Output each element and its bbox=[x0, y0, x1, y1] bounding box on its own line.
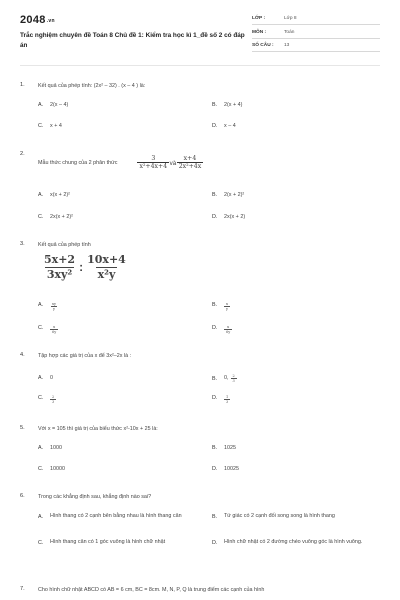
fraction-numerator: x bbox=[227, 325, 230, 329]
option-text: Tứ giác có 2 cạnh đối song song là hình thang bbox=[224, 513, 335, 519]
fraction-1 bbox=[42, 254, 77, 281]
fraction-denominator: 2x²+4x bbox=[178, 163, 202, 171]
option-c[interactable] bbox=[38, 466, 65, 474]
option-a[interactable] bbox=[38, 445, 62, 453]
option-d[interactable] bbox=[212, 325, 232, 334]
option-text: 2(x + 2)² bbox=[224, 192, 245, 198]
meta-row-class bbox=[252, 14, 380, 25]
question-3 bbox=[20, 241, 380, 341]
option-letter: D. bbox=[212, 325, 218, 331]
document-title: Trắc nghiệm chuyên đề Toán 8 Chủ đề 1: Kiểm tra học kì 1_đề số 2 có đáp án bbox=[20, 32, 245, 49]
question-text: Cho hình chữ nhật ABCD có AB = 6 cm, BC = 8cm. M, N, P, Q là trung điểm các cạnh của hình bbox=[38, 587, 265, 593]
expression bbox=[42, 254, 128, 281]
option-text: x(x + 2)² bbox=[50, 192, 70, 198]
meta-label: SỐ CÂU : bbox=[252, 43, 274, 48]
option-a[interactable] bbox=[38, 302, 58, 311]
fraction-denominator: 6y bbox=[52, 330, 57, 335]
option-b[interactable] bbox=[212, 374, 237, 383]
brand-logo[interactable] bbox=[20, 14, 55, 26]
fraction-2 bbox=[177, 155, 204, 171]
fraction-denominator: x²y bbox=[97, 267, 116, 281]
question-text: Với x = 105 thì giá trị của biểu thức x²-10x + 25 là: bbox=[38, 426, 158, 432]
option-text: 2(x – 4) bbox=[50, 102, 69, 108]
fraction-numerator: 1 bbox=[226, 395, 229, 399]
option-letter: C. bbox=[38, 214, 44, 220]
question-text: Mẫu thức chung của 2 phân thức bbox=[38, 160, 118, 166]
option-text: 1000 bbox=[50, 445, 62, 451]
option-b[interactable] bbox=[212, 192, 244, 200]
fraction-denominator: 3 bbox=[52, 400, 55, 405]
fraction-denominator: x²+4x+4 bbox=[139, 163, 168, 171]
option-letter: D. bbox=[212, 539, 218, 546]
option-a[interactable] bbox=[38, 192, 70, 200]
meta-value: Toán bbox=[284, 29, 295, 35]
option-letter: D. bbox=[212, 214, 218, 220]
option-text: 10000 bbox=[50, 466, 65, 472]
header-divider bbox=[20, 65, 380, 66]
fraction-denominator: y bbox=[52, 307, 55, 312]
fraction-numerator: x bbox=[226, 302, 228, 306]
option-c[interactable] bbox=[38, 123, 62, 131]
option-c[interactable] bbox=[38, 395, 56, 404]
option-letter: A. bbox=[38, 375, 44, 381]
fraction-numerator: 2 bbox=[52, 395, 55, 399]
option-a[interactable] bbox=[38, 102, 68, 110]
option-letter: A. bbox=[38, 513, 44, 520]
option-letter: D. bbox=[212, 466, 218, 472]
option-text: 2x(x + 2) bbox=[224, 214, 246, 220]
option-d[interactable] bbox=[212, 395, 230, 404]
question-number: 6. bbox=[20, 493, 25, 499]
option-text: Hình thang cân có 1 góc vuông là hình chữ nhật bbox=[50, 539, 166, 545]
fraction-1 bbox=[137, 155, 169, 171]
question-text: Tập hợp các giá trị của x để 3x²–2x là : bbox=[38, 353, 132, 359]
fraction-2 bbox=[85, 254, 128, 281]
division-sign: : bbox=[79, 260, 84, 275]
option-b[interactable] bbox=[212, 445, 236, 453]
option-letter: C. bbox=[38, 325, 44, 331]
option-text: 0 bbox=[50, 375, 53, 381]
option-letter: B. bbox=[212, 302, 218, 308]
meta-row-subject bbox=[252, 28, 380, 39]
option-letter: C. bbox=[38, 539, 44, 546]
option-letter: B. bbox=[212, 102, 218, 108]
question-text: Kết quả của phép tính bbox=[38, 242, 91, 248]
question-text: Kết quả của phép tính: (2x² – 32) . (x – 4 ) là: bbox=[38, 83, 146, 89]
option-d[interactable] bbox=[212, 123, 236, 131]
question-number: 5. bbox=[20, 425, 25, 431]
option-letter: C. bbox=[38, 466, 44, 472]
fraction-denominator: 3 bbox=[232, 379, 235, 384]
option-fraction bbox=[224, 395, 230, 404]
option-d[interactable] bbox=[212, 539, 380, 547]
option-letter: A. bbox=[38, 102, 44, 108]
option-text: x – 4 bbox=[224, 123, 236, 129]
option-fraction bbox=[224, 302, 230, 311]
option-text: 0, bbox=[224, 374, 229, 381]
question-7 bbox=[20, 586, 380, 600]
fraction-numerator: x+4 bbox=[183, 155, 197, 163]
option-text: x + 4 bbox=[50, 123, 62, 129]
meta-label: LỚP : bbox=[252, 16, 266, 21]
option-text: 2x(x + 2)² bbox=[50, 214, 73, 220]
option-letter: B. bbox=[212, 192, 218, 198]
option-c[interactable] bbox=[38, 325, 58, 334]
fraction-numerator: 10x+4 bbox=[87, 253, 126, 266]
option-letter: D. bbox=[212, 395, 218, 401]
option-letter: A. bbox=[38, 302, 44, 308]
meta-value: Lớp 8 bbox=[284, 16, 297, 21]
option-fraction bbox=[50, 302, 58, 311]
option-text: Hình chữ nhật có 2 đường chéo vuông góc là hình vuông. bbox=[224, 539, 363, 545]
question-2 bbox=[20, 151, 380, 231]
option-fraction bbox=[50, 395, 56, 404]
question-6 bbox=[20, 493, 380, 573]
question-5 bbox=[20, 425, 380, 477]
option-letter: C. bbox=[38, 123, 44, 129]
option-b[interactable] bbox=[212, 102, 242, 110]
question-number: 4. bbox=[20, 352, 25, 358]
option-d[interactable] bbox=[212, 214, 245, 222]
fraction-numerator: 3 bbox=[151, 155, 156, 163]
fraction-denominator: y bbox=[226, 307, 228, 312]
option-c[interactable] bbox=[38, 214, 73, 222]
option-fraction bbox=[224, 325, 232, 334]
option-b[interactable] bbox=[212, 302, 230, 311]
question-number: 2. bbox=[20, 151, 25, 157]
fraction-denominator: 6y bbox=[226, 330, 231, 335]
meta-row-count bbox=[252, 41, 380, 52]
option-letter: B. bbox=[212, 445, 218, 451]
option-letter: A. bbox=[38, 445, 44, 451]
option-text: Hình thang có 2 cạnh bên bằng nhau là hình thang cân bbox=[50, 513, 182, 519]
conjunction-text: và bbox=[169, 159, 177, 167]
option-a[interactable] bbox=[38, 513, 216, 521]
option-text: 1025 bbox=[224, 445, 236, 451]
option-letter: B. bbox=[212, 513, 218, 520]
option-letter: A. bbox=[38, 192, 44, 198]
brand-name: 2048 bbox=[20, 14, 46, 26]
option-fraction bbox=[50, 325, 58, 334]
option-c[interactable] bbox=[38, 539, 216, 547]
meta-info bbox=[252, 14, 380, 55]
question-number: 3. bbox=[20, 241, 25, 247]
option-text: 2(x + 4) bbox=[224, 102, 243, 108]
fraction-numerator: 2 bbox=[232, 374, 235, 378]
fraction-numerator: xy bbox=[52, 302, 56, 306]
question-number: 1. bbox=[20, 82, 25, 88]
question-4 bbox=[20, 352, 380, 412]
meta-label: MÔN : bbox=[252, 29, 267, 35]
fraction-denominator: 3xy² bbox=[46, 267, 73, 281]
fraction-denominator: 3 bbox=[226, 400, 229, 405]
question-text: Trong các khẳng định sau, khẳng định nào sai? bbox=[38, 494, 152, 500]
option-d[interactable] bbox=[212, 466, 239, 474]
document-header bbox=[0, 0, 400, 62]
question-1 bbox=[20, 82, 380, 134]
fraction-numerator: x bbox=[53, 325, 56, 329]
option-b[interactable] bbox=[212, 513, 380, 521]
brand-suffix: .vn bbox=[46, 18, 55, 24]
fraction-numerator: 5x+2 bbox=[44, 253, 76, 266]
meta-value: 13 bbox=[284, 43, 290, 48]
option-fraction bbox=[231, 374, 237, 383]
option-text: 10025 bbox=[224, 466, 239, 472]
option-a[interactable] bbox=[38, 375, 53, 383]
question-text-row bbox=[38, 151, 203, 175]
option-letter: D. bbox=[212, 123, 218, 129]
option-letter: B. bbox=[212, 375, 218, 382]
option-letter: C. bbox=[38, 395, 44, 401]
question-number: 7. bbox=[20, 586, 25, 592]
